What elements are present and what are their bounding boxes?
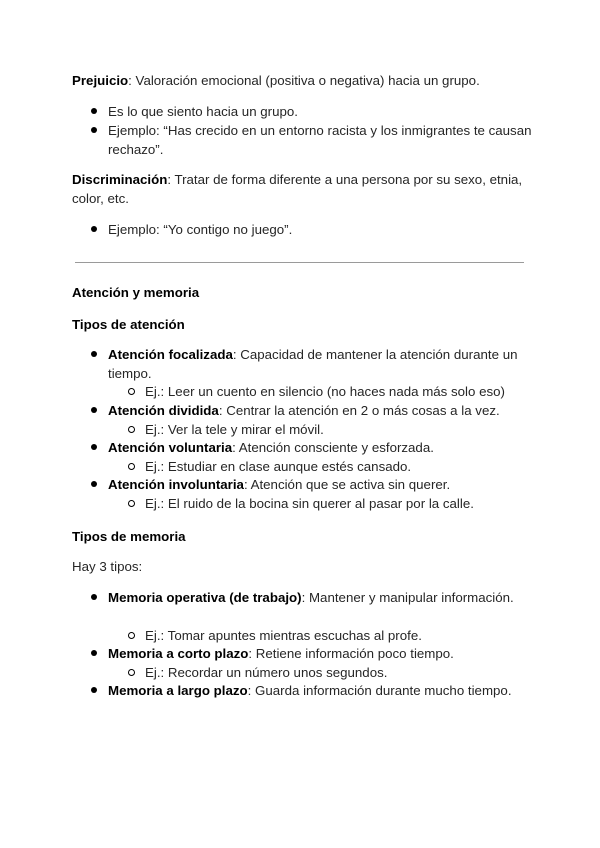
list-item [108, 401, 533, 420]
bullet-icon [91, 687, 97, 693]
prejuicio-definition [72, 71, 542, 90]
list-item [108, 220, 533, 239]
list-item-text: Ejemplo: “Yo contigo no juego”. [108, 222, 293, 237]
sub-list-item-text: Ej.: Recordar un número unos segundos. [145, 665, 388, 680]
sub-list-item-text: Ej.: Tomar apuntes mientras escuchas al profe. [145, 628, 422, 643]
list-item [108, 121, 533, 159]
list-item-term: Atención involuntaria [108, 477, 244, 492]
sub-list-item [145, 494, 545, 513]
prejuicio-term: Prejuicio [72, 73, 129, 88]
bullet-icon [91, 351, 97, 357]
list-item [108, 681, 533, 700]
sub-list-item-text: Ej.: Leer un cuento en silencio (no haces nada más solo eso) [145, 384, 505, 399]
list-item-text: : Atención consciente y esforzada. [232, 440, 434, 455]
sub-list-item-text: Ej.: El ruido de la bocina sin querer al pasar por la calle. [145, 496, 474, 511]
bullet-icon [91, 594, 97, 600]
list-item-term: Memoria operativa (de trabajo) [108, 590, 302, 605]
sub-list-item [145, 626, 545, 645]
list-item-text: : Capacidad de mantener la atención durante un tiempo. [108, 347, 518, 381]
list-item-text: : Retiene información poco tiempo. [248, 646, 454, 661]
sub-list-item [145, 420, 545, 439]
list-item-term: Atención focalizada [108, 347, 233, 362]
list-item-text: Es lo que siento hacia un grupo. [108, 104, 298, 119]
list-item [108, 644, 533, 663]
circle-bullet-icon [128, 669, 135, 676]
list-item-text: Ejemplo: “Has crecido en un entorno racista y los inmigrantes te causan rechazo”. [108, 123, 532, 157]
memoria-intro: Hay 3 tipos: [72, 559, 143, 574]
sub-list-item [145, 382, 545, 401]
bullet-icon [91, 226, 97, 232]
list-item [108, 345, 533, 383]
list-item-term: Memoria a corto plazo [108, 646, 249, 661]
list-item [108, 475, 533, 494]
list-item-term: Memoria a largo plazo [108, 683, 248, 698]
horizontal-divider [75, 262, 524, 263]
list-item-text: : Atención que se activa sin querer. [243, 477, 451, 492]
discriminacion-term: Discriminación [72, 172, 168, 187]
sub-list-item [145, 663, 545, 682]
sub-list-item-text: Ej.: Estudiar en clase aunque estés cansado. [145, 459, 412, 474]
section-title: Atención y memoria [72, 285, 200, 300]
circle-bullet-icon [128, 388, 135, 395]
memoria-heading: Tipos de memoria [72, 529, 186, 544]
list-item-text: : Centrar la atención en 2 o más cosas a la vez. [218, 403, 500, 418]
sub-list-item [145, 457, 545, 476]
atencion-heading: Tipos de atención [72, 317, 185, 332]
discriminacion-definition [72, 170, 542, 208]
list-item-term: Atención dividida [108, 403, 219, 418]
bullet-icon [91, 407, 97, 413]
list-item-text: : Guarda información durante mucho tiempo. [247, 683, 512, 698]
circle-bullet-icon [128, 426, 135, 433]
circle-bullet-icon [128, 632, 135, 639]
bullet-icon [91, 481, 97, 487]
list-item-text: : Mantener y manipular información. [301, 590, 514, 605]
circle-bullet-icon [128, 500, 135, 507]
circle-bullet-icon [128, 463, 135, 470]
bullet-icon [91, 650, 97, 656]
list-item-term: Atención voluntaria [108, 440, 233, 455]
list-item [108, 438, 533, 457]
bullet-icon [91, 127, 97, 133]
bullet-icon [91, 444, 97, 450]
discriminacion-text: : Tratar de forma diferente a una persona por su sexo, etnia, color, etc. [72, 172, 523, 206]
list-item [108, 588, 533, 607]
bullet-icon [91, 108, 97, 114]
list-item [108, 102, 533, 121]
sub-list-item-text: Ej.: Ver la tele y mirar el móvil. [145, 422, 324, 437]
prejuicio-text: : Valoración emocional (positiva o negativa) hacia un grupo. [128, 73, 480, 88]
